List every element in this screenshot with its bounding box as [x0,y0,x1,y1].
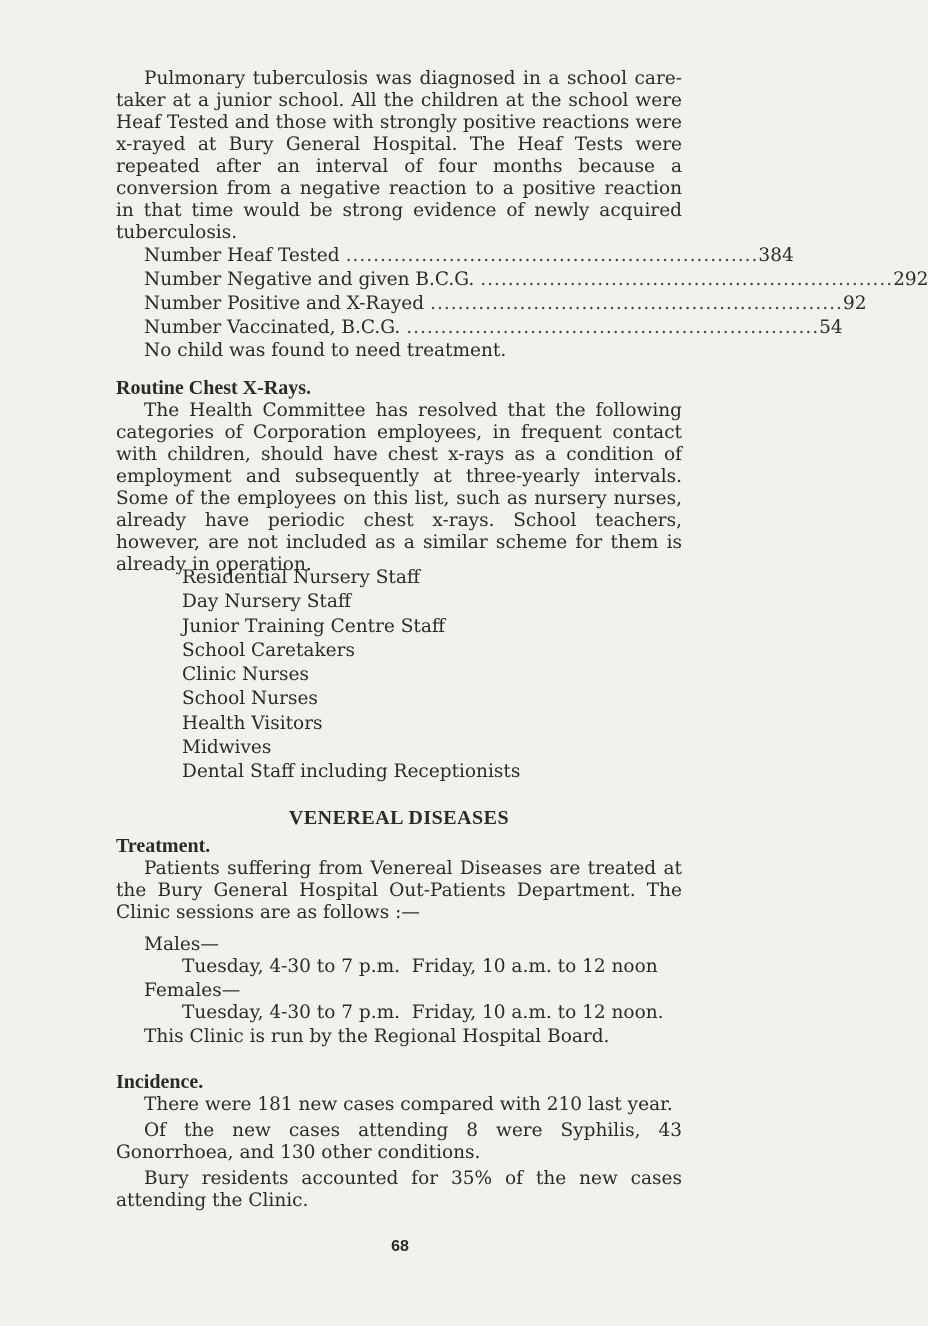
stat-row [116,316,843,340]
stat-value: 384 [758,245,794,266]
staff-category-list [116,566,682,785]
males-label: Males— [144,934,219,955]
tb-stats-list [116,244,928,362]
xray-heading: Routine Chest X-Rays. [116,377,311,399]
list-item: Residential Nursery Staff [182,567,421,588]
females-sessions: Tuesday, 4-30 to 7 p.m. Friday, 10 a.m. to 12 noon. [182,1002,664,1023]
list-item: Clinic Nurses [182,664,309,686]
section-title: VENEREAL DISEASES [288,807,510,829]
leader-dots: ............................................................ [480,269,894,290]
incidence-paragraph: Of the new cases attending 8 were Syphilis, 43 Gonorrhoea, and 130 other conditions. [116,1120,682,1163]
incidence-heading: Incidence. [116,1071,204,1093]
list-item: School Nurses [182,688,318,710]
leader-dots: ............................................................ [430,293,843,314]
tb-conclusion: No child was found to need treatment. [144,340,507,361]
treatment-paragraph: Patients suffering from Venereal Diseases are treated at the Bury General Hospital Out-Patients Department. The Clinic sessions are as follows :— [116,858,682,923]
incidence-section [116,1070,682,1212]
stat-label: Number Heaf Tested [144,245,340,266]
list-item: Day Nursery Staff [182,591,352,613]
females-label: Females— [144,980,241,1001]
incidence-paragraph: Bury residents accounted for 35% of the new cases attending the Clinic. [116,1168,682,1211]
tb-paragraph: Pulmonary tuberculosis was diagnosed in a school care-taker at a junior school. All the children at the school were Heaf Tested and those with strongly positive reactions were x-rayed at Bury General Hospital. The Heaf Tests were repeated after an interval of four months because a conversion from a negative reaction to a positive reaction in that time would be strong evidence of newly acquired tuberculosis. [116,68,682,243]
leader-dots: ............................................................ [345,245,759,266]
xray-paragraph: The Health Committee has resolved that the following categories of Corporation employees, in frequent contact with children, should have chest x-rays as a condition of employment and subsequently at three-yearly intervals. Some of the employees on this list, such as nursery nurses, already have periodic chest x-rays. School teachers, however, are not included as a similar scheme for them is already in operation. [116,400,682,575]
stat-value: 292 [893,269,928,290]
vd-section [116,806,682,1048]
list-item: Health Visitors [182,712,323,734]
treatment-heading: Treatment. [116,835,211,857]
list-item: Midwives [182,737,272,759]
stat-row [116,268,928,292]
incidence-paragraph: There were 181 new cases compared with 210 last year. [144,1094,673,1115]
leader-dots: ............................................................ [406,317,820,338]
stat-row [116,292,867,316]
list-item: Dental Staff including Receptionists [182,761,521,783]
tb-section [116,68,682,244]
stat-label: Number Vaccinated, B.C.G. [144,317,401,338]
stat-value: 92 [842,293,867,314]
males-sessions: Tuesday, 4-30 to 7 p.m. Friday, 10 a.m. to 12 noon [182,956,658,977]
stat-label: Number Positive and X-Rayed [144,293,425,314]
page-number: 68 [391,1238,409,1255]
list-item: Junior Training Centre Staff [182,615,446,637]
stat-row [116,244,794,268]
list-item: School Caretakers [182,639,355,661]
xray-section [116,376,682,576]
stat-value: 54 [819,317,843,338]
stat-label: Number Negative and given B.C.G. [144,269,475,290]
clinic-run-by: This Clinic is run by the Regional Hospital Board. [144,1026,610,1047]
